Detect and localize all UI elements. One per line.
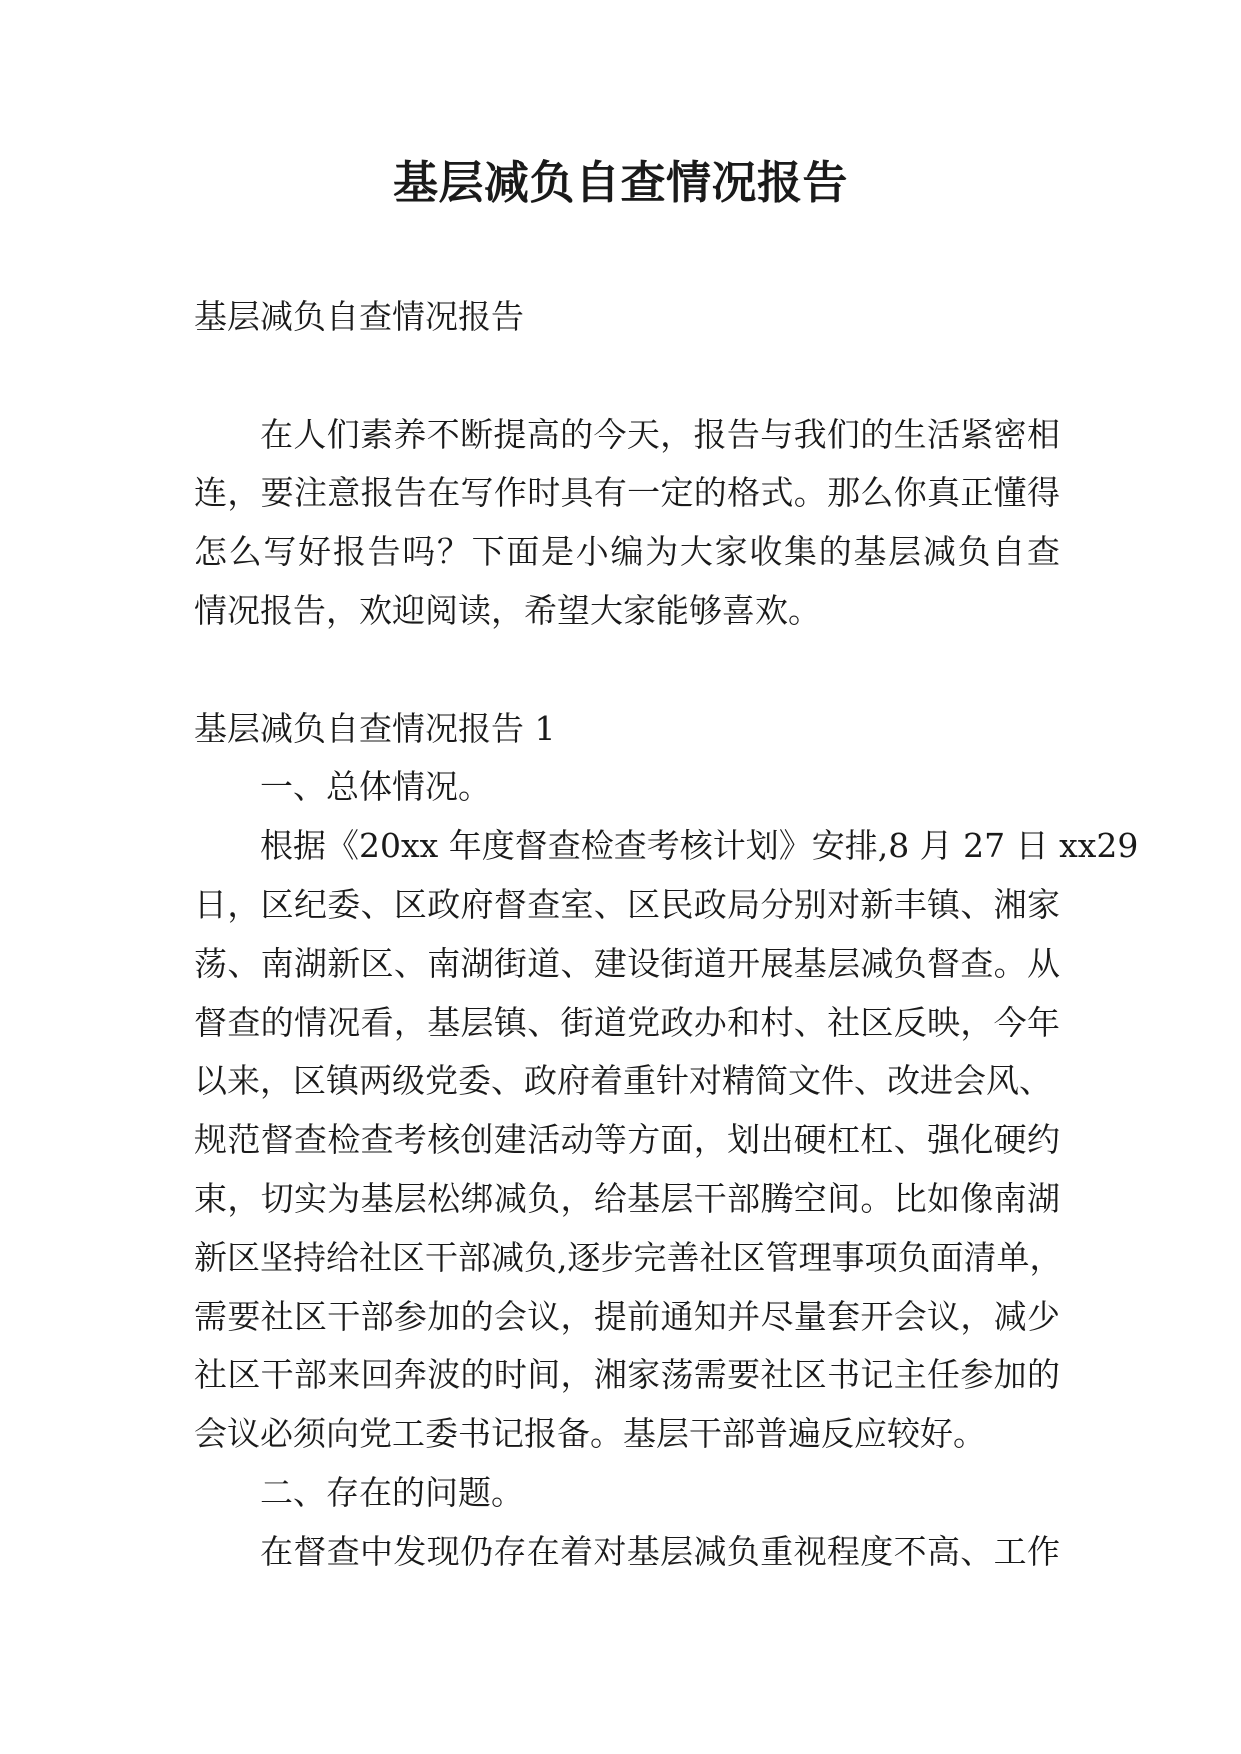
intro-paragraph: [194, 406, 1060, 641]
section1-paragraph: [194, 817, 1139, 1464]
paragraph-line: 根据《20xx 年度督查检查考核计划》安排,8 月 27 日 xx29: [260, 826, 1139, 866]
paragraph-line: 规范督查检查考核创建活动等方面，划出硬杠杠、强化硬约: [194, 1120, 1060, 1160]
document-body: [194, 288, 1139, 1582]
blank-line: [194, 347, 1060, 406]
paragraph-line: 以来，区镇两级党委、政府着重针对精简文件、改进会风、: [194, 1061, 1052, 1101]
paragraph-line: 会议必须向党工委书记报备。基层干部普遍反应较好。: [194, 1414, 986, 1454]
paragraph-line: 情况报告，欢迎阅读，希望大家能够喜欢。: [194, 590, 821, 630]
paragraph-line: 督查的情况看，基层镇、街道党政办和村、社区反映，今年: [194, 1002, 1060, 1042]
paragraph-line: 日，区纪委、区政府督查室、区民政局分别对新丰镇、湘家: [194, 884, 1060, 924]
paragraph-line: 新区坚持给社区干部减负,逐步完善社区管理事项负面清单，: [194, 1237, 1063, 1277]
paragraph-line: 荡、南湖新区、南湖街道、建设街道开展基层减负督查。从: [194, 943, 1060, 983]
section2-paragraph: [194, 1523, 1060, 1582]
paragraph-line: 在人们素养不断提高的今天，报告与我们的生活紧密相: [260, 414, 1060, 454]
paragraph-line: 社区干部来回奔波的时间，湘家荡需要社区书记主任参加的: [194, 1355, 1060, 1395]
paragraph-line: 怎么写好报告吗？下面是小编为大家收集的基层减负自查: [194, 532, 1060, 572]
paragraph-line: 在督查中发现仍存在着对基层减负重视程度不高、工作: [260, 1531, 1060, 1571]
blank-line: [194, 641, 1060, 700]
paragraph-line: 连，要注意报告在写作时具有一定的格式。那么你真正懂得: [194, 473, 1060, 513]
document-title: 基层减负自查情况报告: [392, 156, 848, 209]
section-heading: 一、总体情况。: [260, 767, 491, 807]
document-subtitle: 基层减负自查情况报告: [194, 297, 524, 336]
report-heading: 基层减负自查情况报告 1: [194, 708, 556, 748]
section-heading: 二、存在的问题。: [260, 1472, 524, 1512]
paragraph-line: 需要社区干部参加的会议，提前通知并尽量套开会议，减少: [194, 1296, 1060, 1336]
paragraph-line: 束，切实为基层松绑减负，给基层干部腾空间。比如像南湖: [194, 1178, 1060, 1218]
